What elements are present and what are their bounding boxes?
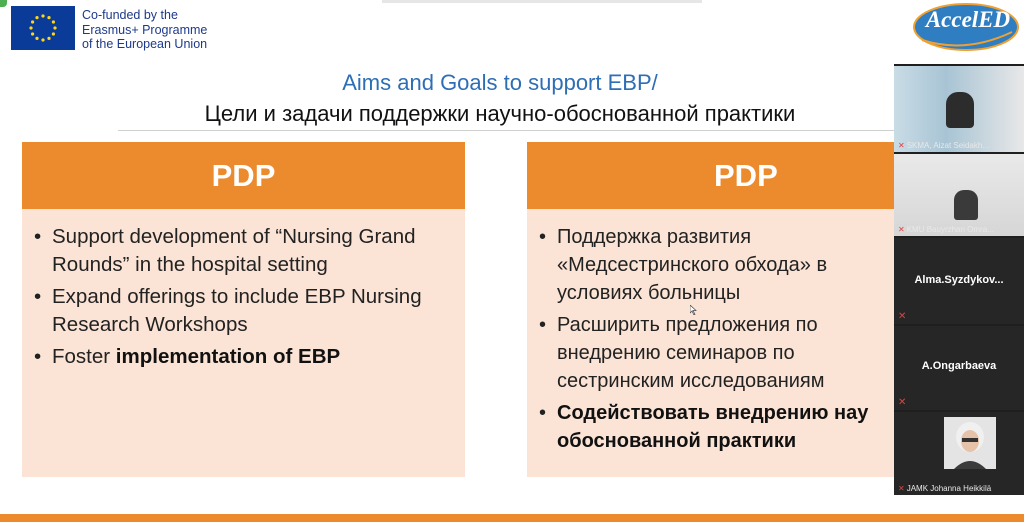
- bullet-text: Expand offerings to include EBP Nursing Research Workshops: [52, 285, 422, 336]
- bullet-glyph: •: [34, 225, 42, 248]
- status-indicator: [0, 0, 7, 7]
- participant-figure: [946, 92, 974, 128]
- bullet-text-bold: Содействовать внедрению нау обоснованной практики: [557, 402, 869, 452]
- bullet-item: [34, 343, 465, 371]
- participant-tile[interactable]: [894, 66, 1024, 152]
- participant-name: SKMA, Aizat Seidakh...: [906, 141, 989, 150]
- participant-label: [898, 141, 989, 150]
- participant-figure: [954, 190, 978, 220]
- participant-photo: [944, 417, 996, 469]
- participant-tile[interactable]: [894, 238, 1024, 324]
- bullet-item: [539, 399, 895, 455]
- bullet-item: [539, 311, 895, 395]
- bullet-item: [34, 223, 465, 279]
- participant-name: Alma.Syzdykov...: [914, 274, 1004, 286]
- video-participant-panel[interactable]: [894, 64, 1024, 495]
- bullet-glyph: •: [539, 402, 547, 424]
- bullet-item: [539, 223, 895, 307]
- bullet-glyph: •: [539, 226, 547, 248]
- mouse-cursor-icon: [690, 305, 698, 315]
- bullet-item: [34, 283, 465, 339]
- title-divider: [118, 130, 898, 131]
- participant-label: [898, 484, 991, 493]
- bullet-glyph: •: [34, 285, 42, 308]
- pdp-header-right: PDP: [527, 142, 895, 209]
- eu-line-1: Co-funded by the: [82, 8, 178, 22]
- muted-mic-icon: ✕: [898, 141, 905, 150]
- participant-label: [898, 225, 994, 234]
- participant-tile[interactable]: [894, 412, 1024, 495]
- acceled-logo-text: AccelED: [925, 7, 1011, 32]
- eu-flag-logo: [11, 6, 75, 50]
- bullet-text: Расширить предложения по внедрению семинаров по сестринским исследованиям: [557, 314, 825, 392]
- eu-line-2: Erasmus+ Programme: [82, 22, 208, 37]
- bullet-text-prefix: Foster: [52, 345, 116, 368]
- participant-name: KMU Bauyrzhan Omra...: [906, 225, 994, 234]
- eu-line-3: of the European Union: [82, 37, 208, 51]
- participant-tile[interactable]: [894, 154, 1024, 236]
- bullet-glyph: •: [34, 345, 42, 368]
- bullet-list-russian: [527, 223, 895, 455]
- top-share-tab[interactable]: [382, 0, 702, 3]
- bullet-text-bold: implementation of EBP: [115, 345, 341, 368]
- eu-funding-text: [82, 8, 207, 52]
- slide-title-ru: Цели и задачи поддержки научно-обоснованной практики: [204, 101, 796, 126]
- participant-tile[interactable]: [894, 326, 1024, 410]
- muted-mic-icon: ✕: [898, 225, 905, 234]
- muted-mic-icon: ✕: [898, 397, 907, 408]
- slide-bottom-stripe: [0, 514, 1024, 522]
- participant-name: A.Ongarbaeva: [921, 360, 997, 372]
- pdp-header-left: PDP: [22, 142, 465, 209]
- participant-name: JAMK Johanna Heikkilä: [906, 484, 992, 493]
- pdp-box-english: [22, 142, 465, 477]
- bullet-text: Поддержка развития «Медсестринского обхода» в условиях больницы: [557, 226, 828, 304]
- slide-title-en: Aims and Goals to support EBP/: [342, 70, 658, 95]
- pdp-box-russian: [527, 142, 895, 477]
- muted-mic-icon: ✕: [898, 311, 907, 322]
- bullet-text: Support development of “Nursing Grand Rounds” in the hospital setting: [52, 225, 416, 276]
- bullet-list-english: [22, 223, 465, 371]
- bullet-glyph: •: [539, 314, 547, 336]
- muted-mic-icon: ✕: [898, 484, 905, 493]
